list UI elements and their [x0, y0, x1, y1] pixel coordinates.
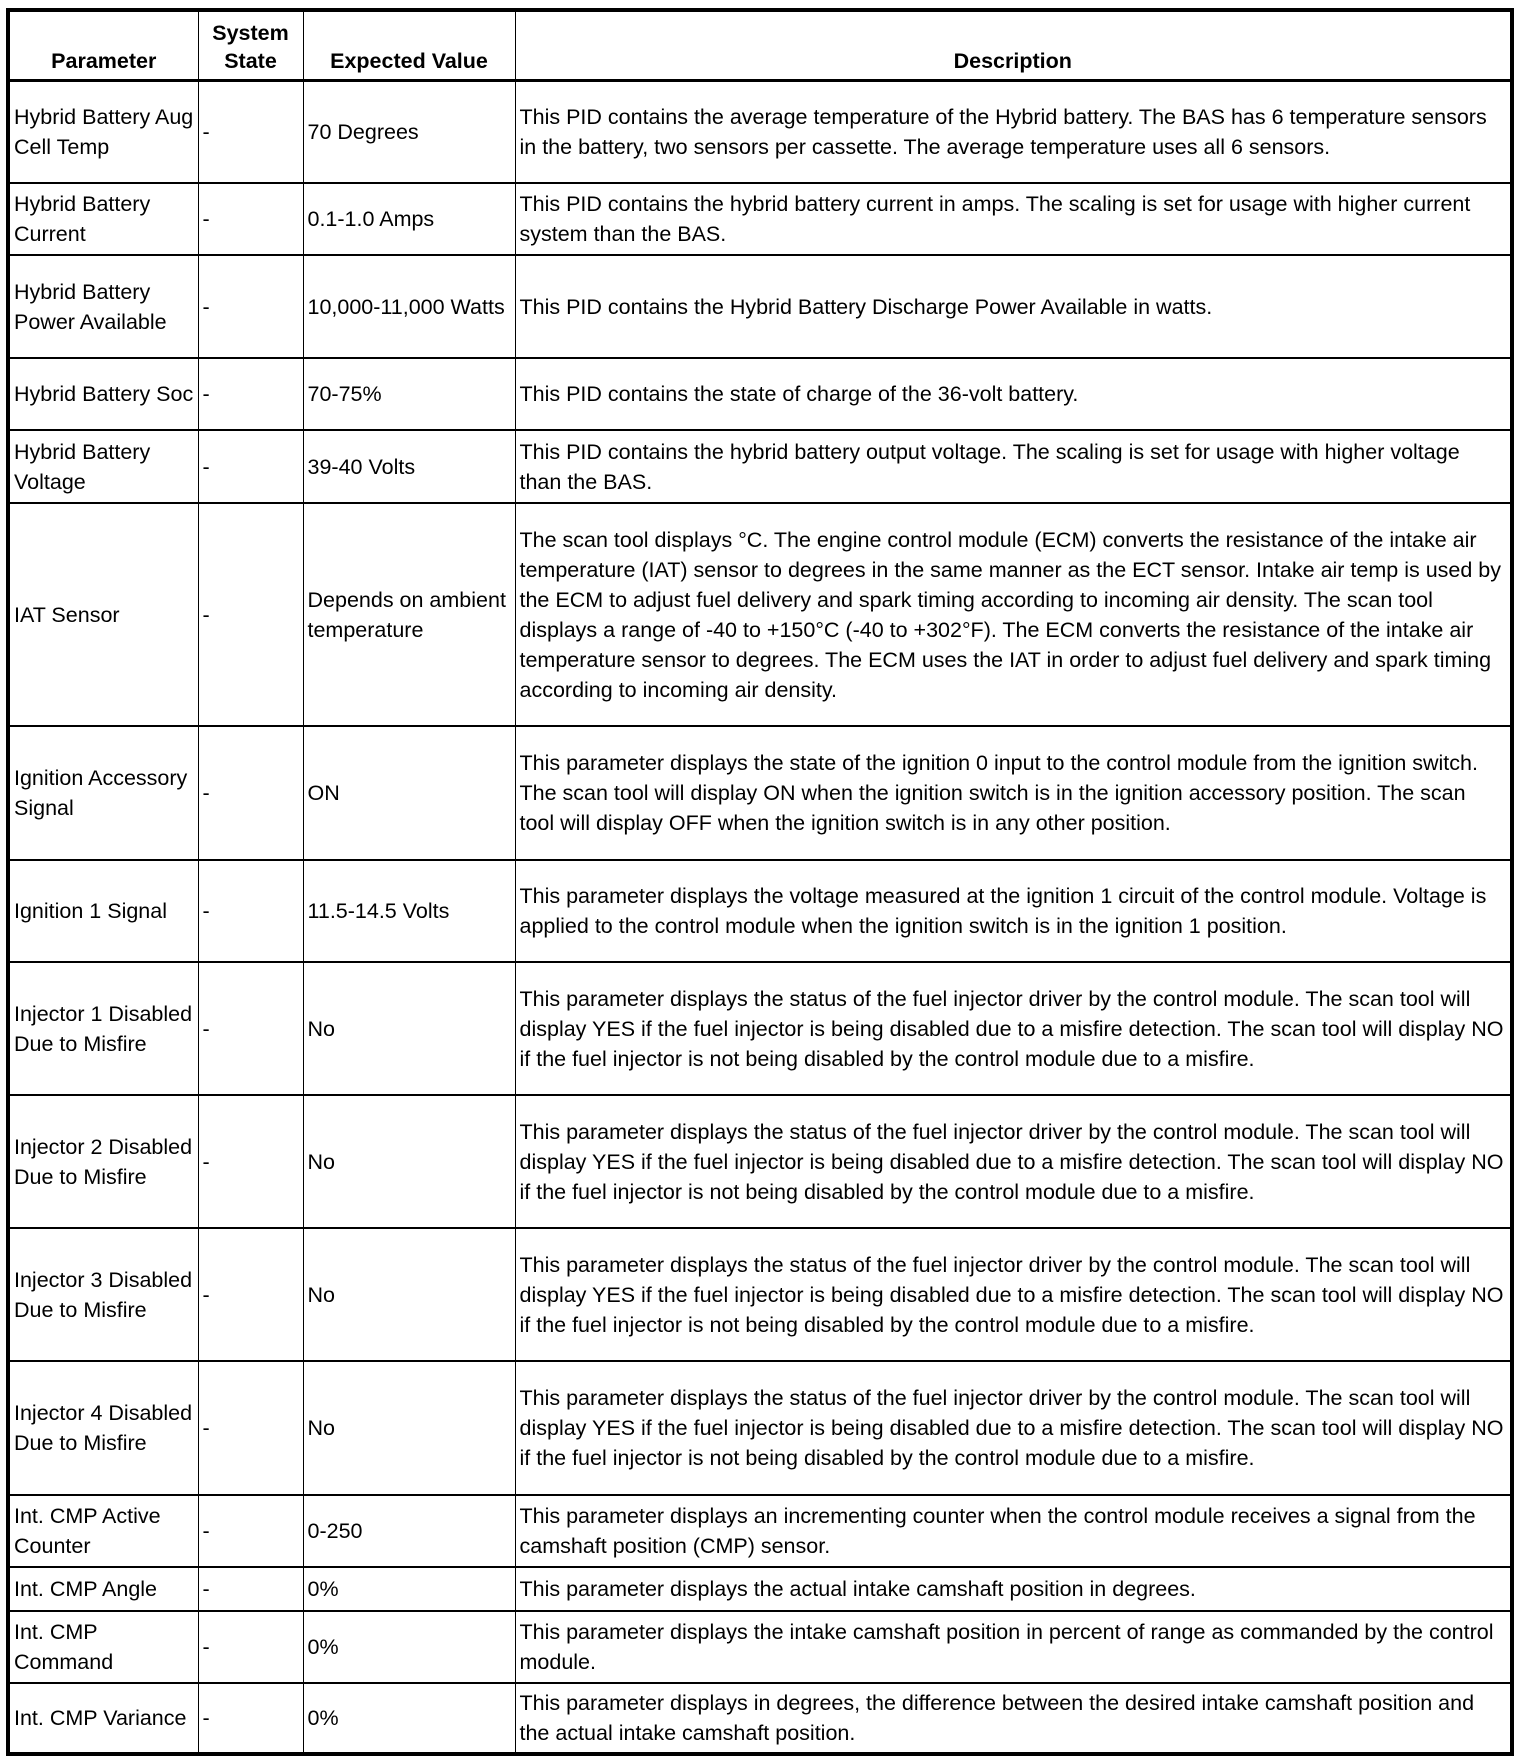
table-row — [8, 962, 1512, 1095]
parameter-cell: Hybrid Battery Current — [8, 183, 198, 255]
description-cell: This PID contains the state of charge of the 36-volt battery. — [515, 358, 1512, 430]
parameter-cell: Hybrid Battery Power Available — [8, 255, 198, 358]
header-row — [8, 10, 1512, 80]
table-row — [8, 726, 1512, 860]
table-row — [8, 1361, 1512, 1495]
expected-value-cell: 70 Degrees — [303, 80, 515, 183]
parameter-cell: Int. CMP Angle — [8, 1567, 198, 1611]
table-row — [8, 1095, 1512, 1228]
expected-value-cell: 0-250 — [303, 1495, 515, 1567]
description-cell: This parameter displays the voltage measured at the ignition 1 circuit of the control module. Voltage is applied to the control module when the ignition switch is in the ignition 1 position. — [515, 860, 1512, 962]
expected-value-cell: No — [303, 962, 515, 1095]
system-state-cell: - — [198, 80, 303, 183]
table-row — [8, 1611, 1512, 1683]
parameter-cell: Hybrid Battery Soc — [8, 358, 198, 430]
parameter-table — [6, 8, 1514, 1756]
expected-value-cell: 0% — [303, 1683, 515, 1754]
system-state-cell: - — [198, 358, 303, 430]
parameter-cell: Int. CMP Active Counter — [8, 1495, 198, 1567]
parameter-cell: Injector 2 Disabled Due to Misfire — [8, 1095, 198, 1228]
system-state-cell: - — [198, 1611, 303, 1683]
system-state-cell: - — [198, 183, 303, 255]
system-state-cell: - — [198, 1495, 303, 1567]
parameter-cell: Hybrid Battery Voltage — [8, 430, 198, 503]
description-cell: This parameter displays the status of the fuel injector driver by the control module. The scan tool will display YES if the fuel injector is being disabled due to a misfire detection. The scan tool will display NO if the fuel injector is not being disabled by the control module due to a misfire. — [515, 1228, 1512, 1361]
description-cell: This parameter displays the status of the fuel injector driver by the control module. The scan tool will display YES if the fuel injector is being disabled due to a misfire detection. The scan tool will display NO if the fuel injector is not being disabled by the control module due to a misfire. — [515, 1361, 1512, 1495]
parameter-cell: Injector 4 Disabled Due to Misfire — [8, 1361, 198, 1495]
system-state-cell: - — [198, 1228, 303, 1361]
system-state-cell: - — [198, 860, 303, 962]
description-cell: This parameter displays the actual intake camshaft position in degrees. — [515, 1567, 1512, 1611]
table-row — [8, 860, 1512, 962]
system-state-cell: - — [198, 255, 303, 358]
expected-value-cell: 11.5-14.5 Volts — [303, 860, 515, 962]
description-cell: The scan tool displays °C. The engine control module (ECM) converts the resistance of the intake air temperature (IAT) sensor to degrees in the same manner as the ECT sensor. Intake air temp is used by the ECM to adjust fuel delivery and spark timing according to incoming air density. The scan tool displays a range of -40 to +150°C (-40 to +302°F). The ECM converts the resistance of the intake air temperature sensor to degrees. The ECM uses the IAT in order to adjust fuel delivery and spark timing according to incoming air density. — [515, 503, 1512, 726]
description-cell: This parameter displays the status of the fuel injector driver by the control module. The scan tool will display YES if the fuel injector is being disabled due to a misfire detection. The scan tool will display NO if the fuel injector is not being disabled by the control module due to a misfire. — [515, 962, 1512, 1095]
expected-value-cell: 70-75% — [303, 358, 515, 430]
expected-value-cell: 0.1-1.0 Amps — [303, 183, 515, 255]
expected-value-cell: 10,000-11,000 Watts — [303, 255, 515, 358]
header-system-state: System State — [198, 10, 303, 80]
table-row — [8, 430, 1512, 503]
system-state-cell: - — [198, 1683, 303, 1754]
table-row — [8, 503, 1512, 726]
system-state-cell: - — [198, 1095, 303, 1228]
system-state-cell: - — [198, 962, 303, 1095]
parameter-cell: Injector 1 Disabled Due to Misfire — [8, 962, 198, 1095]
expected-value-cell: Depends on ambient temperature — [303, 503, 515, 726]
table-row — [8, 1495, 1512, 1567]
table-row — [8, 1228, 1512, 1361]
parameter-cell: Ignition 1 Signal — [8, 860, 198, 962]
parameter-cell: IAT Sensor — [8, 503, 198, 726]
parameter-cell: Int. CMP Command — [8, 1611, 198, 1683]
parameter-cell: Injector 3 Disabled Due to Misfire — [8, 1228, 198, 1361]
description-cell: This PID contains the hybrid battery current in amps. The scaling is set for usage with higher current system than the BAS. — [515, 183, 1512, 255]
description-cell: This parameter displays the state of the ignition 0 input to the control module from the ignition switch. The scan tool will display ON when the ignition switch is in the ignition accessory position. The scan tool will display OFF when the ignition switch is in any other position. — [515, 726, 1512, 860]
description-cell: This parameter displays an incrementing counter when the control module receives a signal from the camshaft position (CMP) sensor. — [515, 1495, 1512, 1567]
system-state-cell: - — [198, 1567, 303, 1611]
expected-value-cell: No — [303, 1095, 515, 1228]
table-row — [8, 183, 1512, 255]
parameter-cell: Hybrid Battery Aug Cell Temp — [8, 80, 198, 183]
parameter-cell: Int. CMP Variance — [8, 1683, 198, 1754]
table-row — [8, 358, 1512, 430]
expected-value-cell: ON — [303, 726, 515, 860]
table-row — [8, 80, 1512, 183]
system-state-cell: - — [198, 726, 303, 860]
table-row — [8, 255, 1512, 358]
description-cell: This PID contains the average temperature of the Hybrid battery. The BAS has 6 temperature sensors in the battery, two sensors per cassette. The average temperature uses all 6 sensors. — [515, 80, 1512, 183]
header-parameter: Parameter — [8, 10, 198, 80]
header-expected-value: Expected Value — [303, 10, 515, 80]
description-cell: This parameter displays the status of the fuel injector driver by the control module. The scan tool will display YES if the fuel injector is being disabled due to a misfire detection. The scan tool will display NO if the fuel injector is not being disabled by the control module due to a misfire. — [515, 1095, 1512, 1228]
system-state-cell: - — [198, 430, 303, 503]
system-state-cell: - — [198, 503, 303, 726]
expected-value-cell: No — [303, 1228, 515, 1361]
expected-value-cell: No — [303, 1361, 515, 1495]
table-row — [8, 1683, 1512, 1754]
parameter-cell: Ignition Accessory Signal — [8, 726, 198, 860]
expected-value-cell: 39-40 Volts — [303, 430, 515, 503]
header-description: Description — [515, 10, 1512, 80]
expected-value-cell: 0% — [303, 1611, 515, 1683]
system-state-cell: - — [198, 1361, 303, 1495]
expected-value-cell: 0% — [303, 1567, 515, 1611]
description-cell: This PID contains the Hybrid Battery Discharge Power Available in watts. — [515, 255, 1512, 358]
description-cell: This parameter displays in degrees, the difference between the desired intake camshaft position and the actual intake camshaft position. — [515, 1683, 1512, 1754]
description-cell: This parameter displays the intake camshaft position in percent of range as commanded by the control module. — [515, 1611, 1512, 1683]
table-row — [8, 1567, 1512, 1611]
description-cell: This PID contains the hybrid battery output voltage. The scaling is set for usage with higher voltage than the BAS. — [515, 430, 1512, 503]
